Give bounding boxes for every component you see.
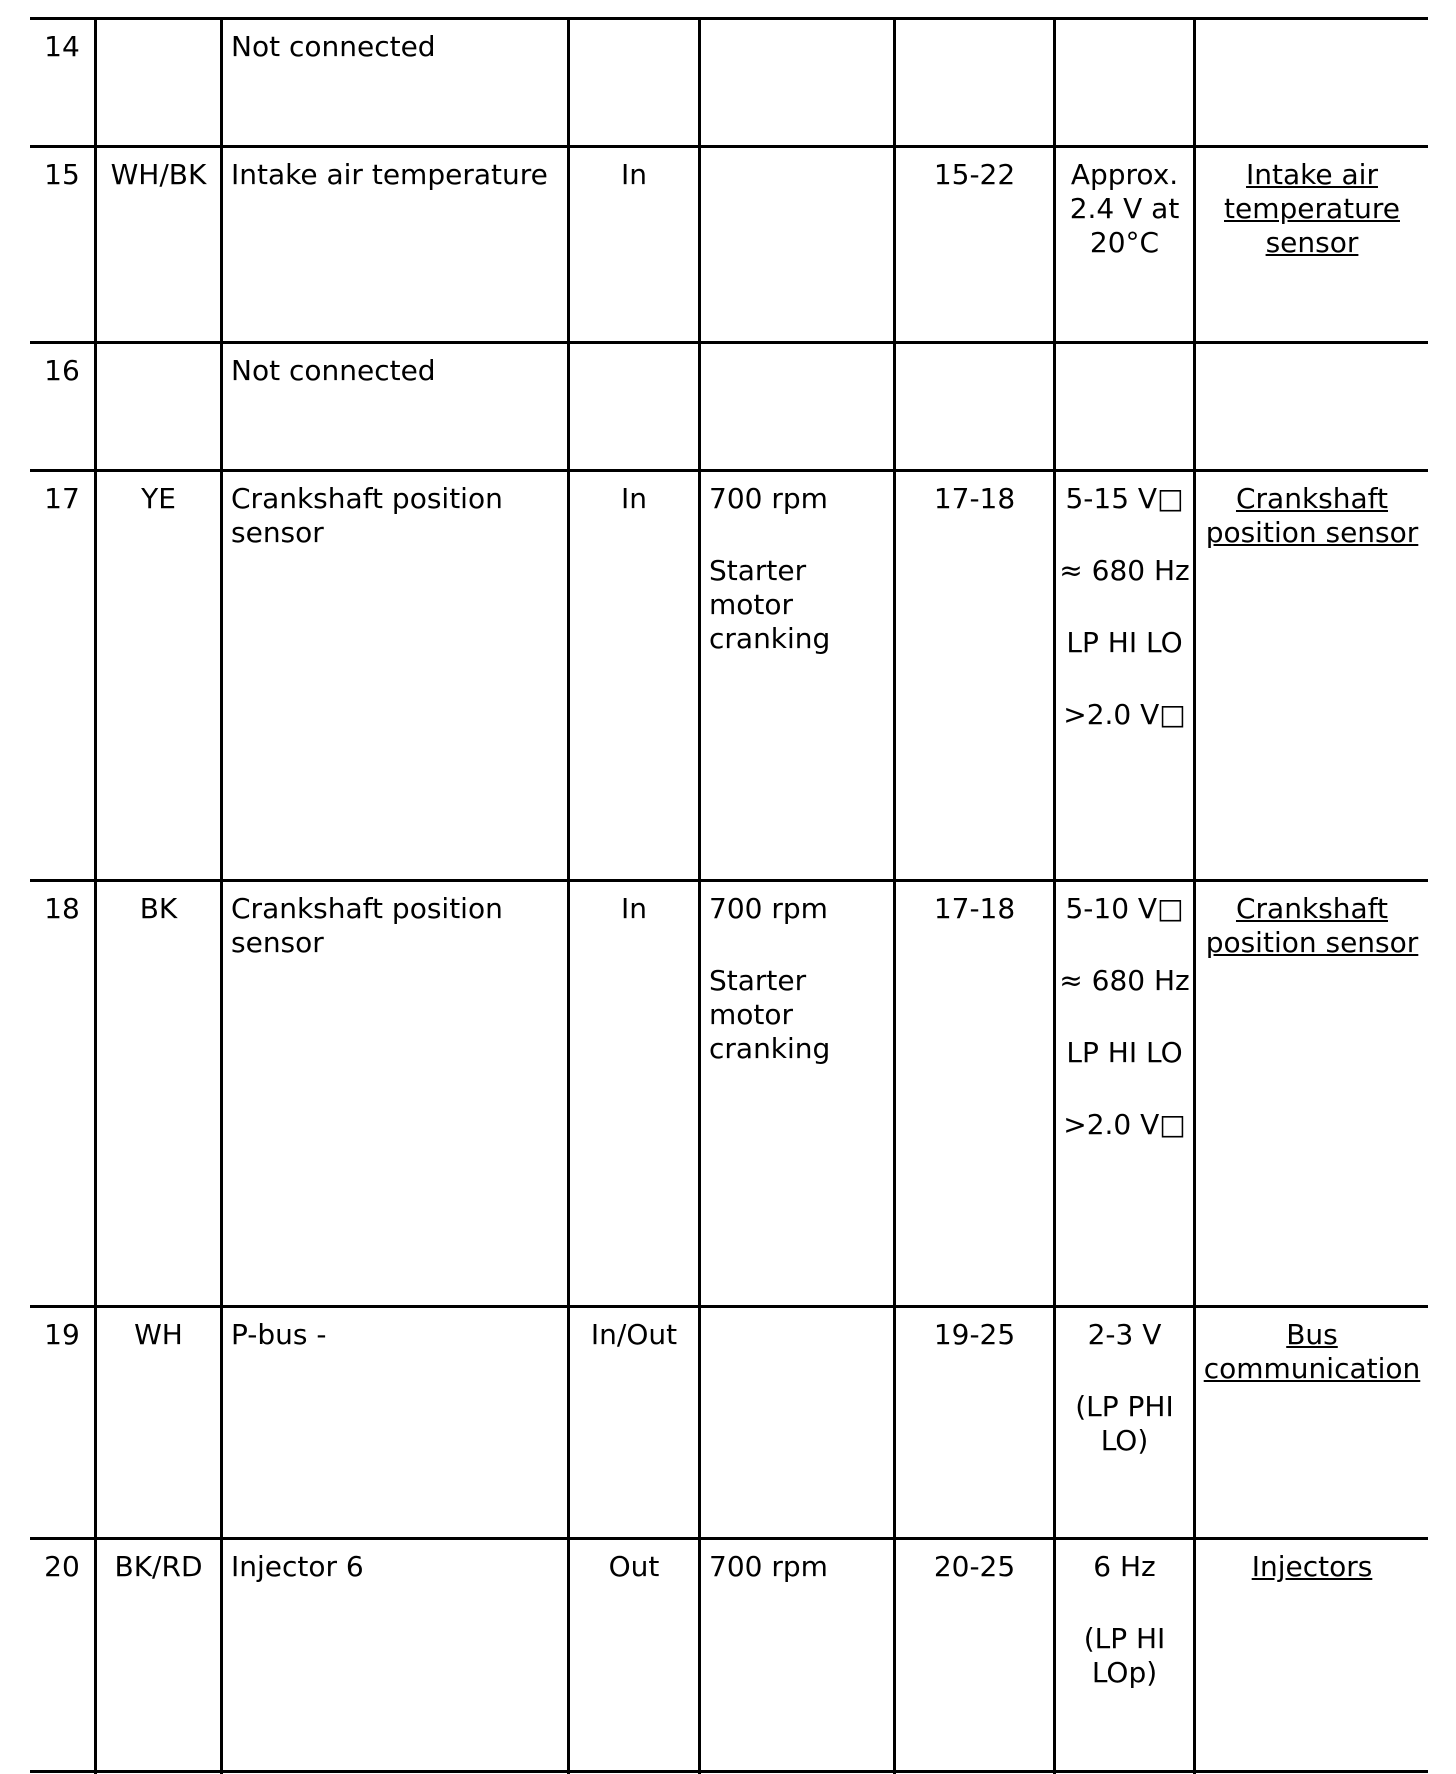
condition-cell [709, 1550, 893, 1584]
description-cell: Intake air temperature [231, 158, 548, 191]
measure-between-cell: 17-18 [933, 482, 1016, 515]
direction-cell: In [620, 158, 647, 191]
pin-number-cell: 19 [44, 1318, 80, 1351]
reference-link-cell[interactable]: Crankshaft position sensor [1205, 482, 1419, 549]
nominal-value-cell [1056, 1318, 1193, 1458]
column-divider [220, 17, 223, 1774]
pin-number-cell: 17 [44, 482, 80, 515]
nominal-value-cell-line: ≈ 680 Hz [1059, 964, 1190, 997]
description-cell: P-bus - [231, 1318, 327, 1351]
condition-cell-line: 700 rpm [709, 892, 828, 925]
nominal-value-cell-line: 5-10 V□ [1065, 892, 1184, 925]
reference-link-cell[interactable]: Intake air temperature sensor [1224, 158, 1400, 259]
condition-cell-line: Starter motor cranking [709, 554, 831, 655]
description-cell: Not connected [231, 354, 436, 387]
reference-link-cell[interactable]: Crankshaft position sensor [1205, 892, 1419, 959]
nominal-value-cell-line: 5-15 V□ [1065, 482, 1184, 515]
measure-between-cell: 19-25 [933, 1318, 1016, 1351]
pin-number-cell: 16 [44, 354, 80, 387]
nominal-value-cell-line: 2-3 V [1087, 1318, 1162, 1351]
nominal-value-cell-line: >2.0 V□ [1063, 698, 1186, 731]
wire-color-cell: YE [141, 482, 176, 515]
measure-between-cell: 20-25 [933, 1550, 1016, 1583]
description-cell: Crankshaft position sensor [231, 892, 503, 959]
description-cell: Not connected [231, 30, 436, 63]
direction-cell: In [620, 892, 647, 925]
row-divider [30, 1305, 1428, 1308]
row-divider [30, 469, 1428, 472]
pin-number-cell: 14 [44, 30, 80, 63]
nominal-value-cell-line: LP HI LO [1066, 1036, 1183, 1069]
condition-cell-line: 700 rpm [709, 1550, 828, 1583]
nominal-value-cell [1056, 158, 1193, 260]
nominal-value-cell [1056, 1550, 1193, 1690]
nominal-value-cell [1056, 482, 1193, 732]
condition-cell-line: Starter motor cranking [709, 964, 831, 1065]
nominal-value-cell [1056, 892, 1193, 1142]
measure-between-cell: 17-18 [933, 892, 1016, 925]
condition-cell-line: 700 rpm [709, 482, 828, 515]
nominal-value-cell-line: Approx. 2.4 V at 20°C [1069, 158, 1180, 259]
row-divider [30, 341, 1428, 344]
condition-cell [709, 482, 893, 656]
pin-number-cell: 18 [44, 892, 80, 925]
nominal-value-cell-line: 6 Hz [1093, 1550, 1156, 1583]
reference-link-cell[interactable]: Injectors [1251, 1550, 1373, 1583]
wire-color-cell: WH [134, 1318, 183, 1351]
pin-number-cell: 15 [44, 158, 80, 191]
direction-cell: Out [608, 1550, 660, 1583]
nominal-value-cell-line: (LP PHI LO) [1075, 1390, 1174, 1457]
condition-cell [709, 892, 893, 1066]
direction-cell: In/Out [590, 1318, 678, 1351]
row-divider [30, 1537, 1428, 1540]
column-divider [698, 17, 701, 1774]
row-divider [30, 17, 1428, 20]
nominal-value-cell-line: ≈ 680 Hz [1059, 554, 1190, 587]
measure-between-cell: 15-22 [933, 158, 1016, 191]
nominal-value-cell-line: LP HI LO [1066, 626, 1183, 659]
row-divider [30, 145, 1428, 148]
wire-color-cell: WH/BK [110, 158, 207, 191]
pin-number-cell: 20 [44, 1550, 80, 1583]
nominal-value-cell-line: >2.0 V□ [1063, 1108, 1186, 1141]
wire-color-cell: BK/RD [114, 1550, 203, 1583]
reference-link-cell[interactable]: Bus communication [1203, 1318, 1421, 1385]
row-divider [30, 1770, 1428, 1773]
description-cell: Injector 6 [231, 1550, 364, 1583]
row-divider [30, 879, 1428, 882]
description-cell: Crankshaft position sensor [231, 482, 503, 549]
nominal-value-cell-line: (LP HI LOp) [1083, 1622, 1166, 1689]
wire-color-cell: BK [139, 892, 178, 925]
direction-cell: In [620, 482, 647, 515]
